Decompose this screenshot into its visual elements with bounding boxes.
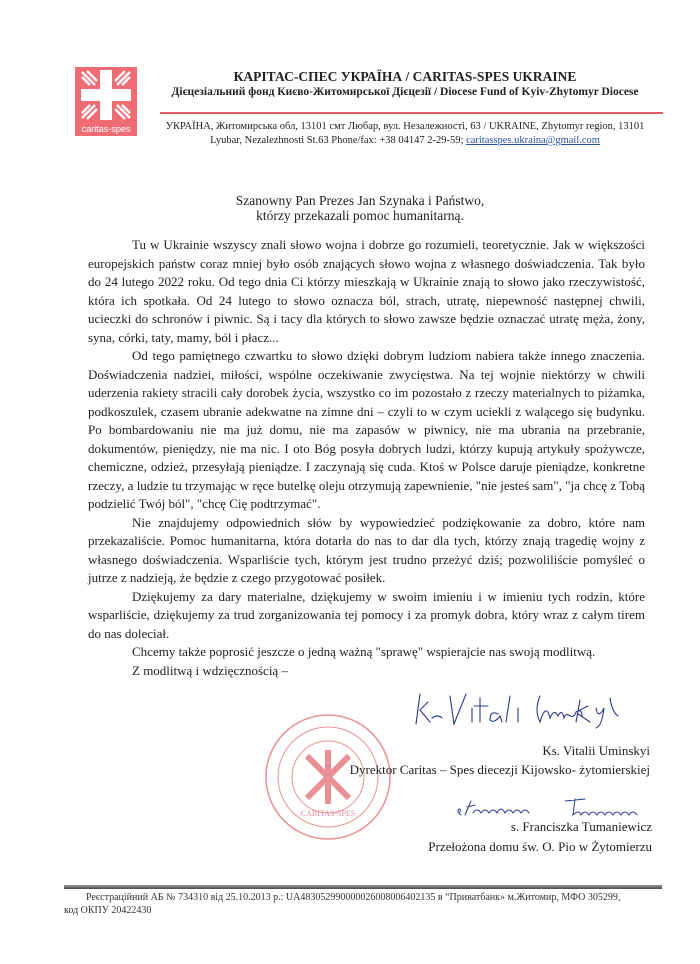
salutation-line-1: Szanowny Pan Prezes Jan Szynaka i Państwo, [235,193,485,208]
paragraph: Od tego pamiętnego czwartku to słowo dzięki dobrym ludziom nabiera także innego znaczenia. Doświadczenia nadziei, miłości, wspólne oczekiwanie zwycięstwa. Na tej wojnie niektórzy w chwili uderzenia rakiety stracili cały dorobek życia, wszystko co im pozostało z rzeczy materialnych to piżamka, podkoszulek, czasem ubranie adekwatne na zimne dni – czyli to w czym uciekli z walącego się budynku. Po bombardowaniu nie ma już domu, nie ma zapasów w piwnicy, nie ma ubrania na przebranie, dokumentów, pieniędzy, nie ma nic. I oto Bóg posyła dobrych ludzi, którzy kupują artykuły spożywcze, chemiczne, odzież, przesyłają pieniądze. I zaczynają się cuda. Ktoś w Polsce daruje pieniądze, konkretne rzeczy, a ludzie tu trzymając w ręce butelkę oleju otrzymują zapewnienie, "nie jesteś sam", "ja chcę z Tobą podzielić Twój ból", "chcę Cię podtrzymać". [88,348,645,511]
address-line-1: УКРАЇНА, Житомирська обл, 13101 смт Любар, вул. Незалежності, 63 / UKRAINE, Zhytomyr region, 13101 [165,121,645,132]
signatory-1-role: Dyrektor Caritas – Spes diecezji Kijowsko- żytomierskiej [349,762,650,777]
svg-text:CARITAS-SPES: CARITAS-SPES [300,809,356,818]
caritas-logo [75,67,137,136]
paragraph: Tu w Ukrainie wszyscy znali słowo wojna i dobrze go rozumieli, teoretycznie. Jak w większości europejskich państw coraz mniej było osób znających słowo wojna z własnego doświadczenia. Tak było do 24 lutego 2022 roku. Od tego dnia Ci którzy mieszkają w Ukrainie znają to słowo jako rzeczywistość, która ich spotkała. Od 24 lutego to słowo oznacza ból, strach, utratę, niepewność następnej chwili, ucieczki do schronów i piwnic. Są i tacy dla których to słowo zawsze będzie oznaczać utratę męża, żony, syna, córki, taty, mamy, ból i płacz... [88,237,645,345]
signatory-2-role: Przełożona domu św. O. Pio w Żytomierzu [428,839,652,854]
signatory-1-name: Ks. Vitalii Uminskyi [542,743,650,758]
paragraph: Dziękujemy za dary materialne, dziękujemy w swoim imieniu i w imieniu tych rodzin, które wsparliście, dziękujemy za trud zorganizowania tej pomocy i za promyk dobra, który wraz z całym tirem do nas doleciał. [88,588,645,641]
address-line-2 [160,134,650,148]
footer-divider [64,885,662,889]
closing-line: Z modlitwą i wdzięcznością – [132,662,288,678]
caritas-cross-logo-icon [75,67,137,123]
signature-vitalii [410,688,660,733]
organization-title: КАРІТАС-СПЕС УКРАЇНА / CARITAS-SPES UKRAINE [233,69,577,84]
salutation-line-2: którzy przekazali pomoc humanitarną. [256,208,464,223]
letter-body [88,236,645,680]
signature-franciszka [455,795,670,820]
signatory-2-name: s. Franciszka Tumaniewicz [510,819,652,834]
footer-registration [64,891,664,917]
letterhead-address [160,120,650,148]
footer-line-2: код ОКПУ 20422430 [64,905,152,916]
paragraph: Chcemy także poprosić jeszcze o jedną ważną "sprawę" wspierajcie nas swoją modlitwą. [132,644,596,659]
footer-line-1: Реєстраційний АБ № 734310 від 25.10.2013 р.: UA483052990000026008006402135 в “Приватбанк» м.Житомир, МФО 305299, [86,892,621,903]
address-contact: Lyubar, Nezalezhnosti St.63 Phone/fax: +38 04147 2-29-59; [210,135,467,146]
paragraph: Nie znajdujemy odpowiednich słów by wypowiedzieć podziękowanie za dobro, które nam przekazaliście. Pomoc humanitarna, która dotarła do nas to dar dla tych, którzy znają tragedię wojny z własnego doświadczenia. Wsparliście tych, którym jest trudno przeżyć dziś; pozwoliliście pomyśleć o jutrze z nadzieją, że będzie z czego przygotować posiłek. [88,514,645,585]
logo-text: caritas-spes [81,124,131,135]
salutation [160,193,560,223]
letterhead-divider [160,112,663,114]
organization-subtitle: Дієцезіальний фонд Києво-Житомирської Дієцезії / Diocese Fund of Kyiv-Zhytomyr Diocese [171,86,639,98]
email-link[interactable]: caritasspes.ukraina@gmail.com [466,135,600,146]
